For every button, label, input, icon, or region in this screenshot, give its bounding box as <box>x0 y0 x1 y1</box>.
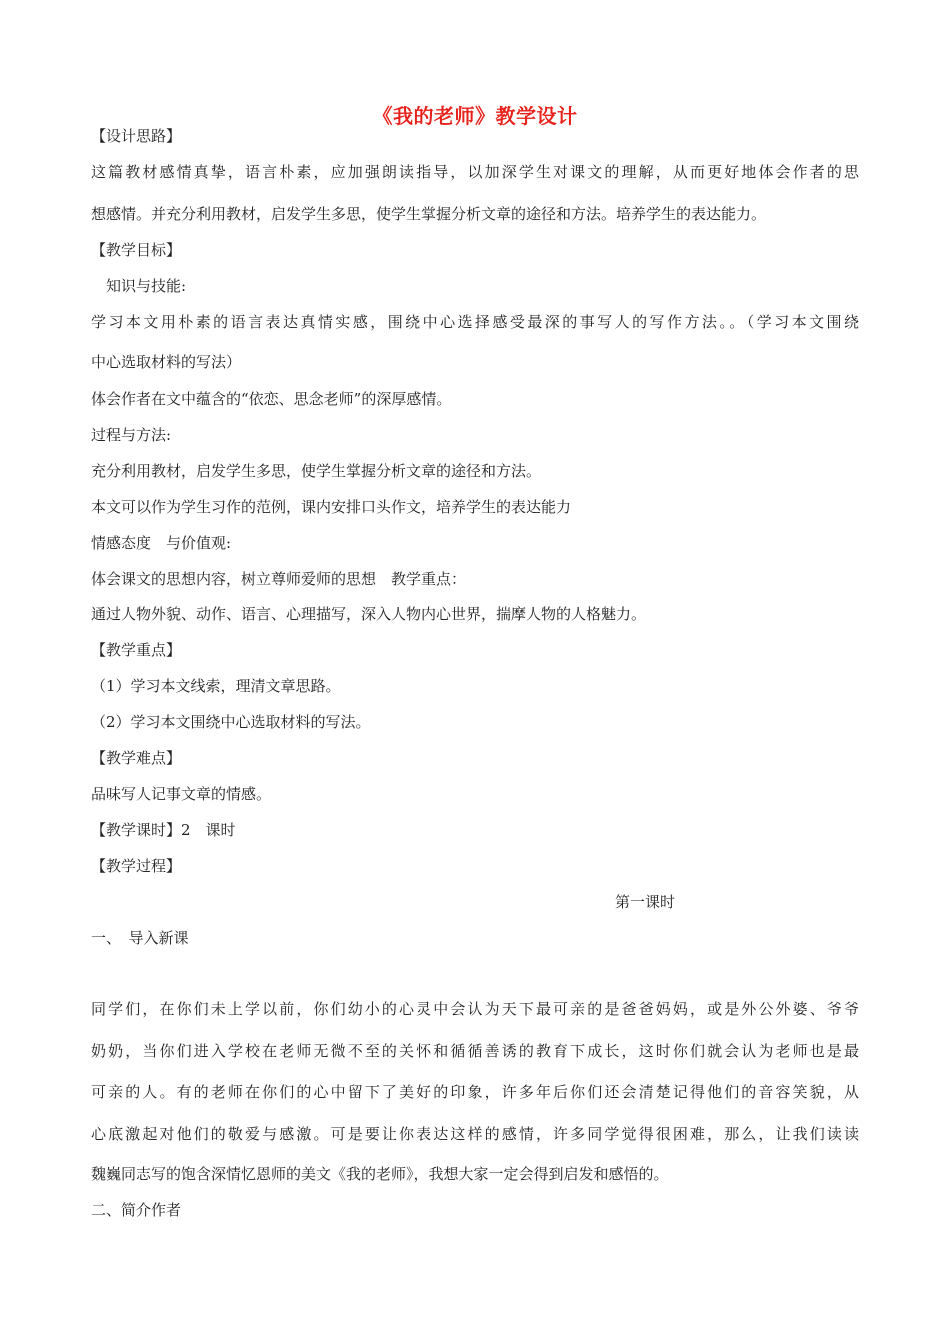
intro-paragraph-line-3: 可亲的人。有的老师在你们的心中留下了美好的印象，许多年后你们还会清楚记得他们的音容笑貌，从 <box>91 1083 859 1101</box>
heading-teaching-procedure: 【教学过程】 <box>91 857 182 875</box>
design-paragraph-line-2: 想感情。并充分利用教材，启发学生多思，使学生掌握分析文章的途径和方法。培养学生的表达能力。 <box>91 205 767 223</box>
design-paragraph-line-1: 这篇教材感情真挚，语言朴素，应加强朗读指导，以加深学生对课文的理解，从而更好地体会作者的思 <box>91 163 859 181</box>
lesson-one-label: 第一课时 <box>614 893 675 911</box>
document-title: 《我的老师》教学设计 <box>372 104 578 128</box>
key-point-2: （2）学习本文围绕中心选取材料的写法。 <box>91 713 371 731</box>
section-two-heading: 二、简介作者 <box>91 1201 182 1219</box>
knowledge-paragraph-line-2: 中心选取材料的写法） <box>91 353 242 371</box>
difficulty-paragraph: 品味写人记事文章的情感。 <box>91 785 272 803</box>
intro-paragraph-line-1: 同学们，在你们未上学以前，你们幼小的心灵中会认为天下最可亲的是爸爸妈妈，或是外公外婆、爷爷 <box>91 1000 859 1018</box>
emotion-paragraph-line-1: 体会课文的思想内容，树立尊师爱师的思想 教学重点： <box>91 570 467 588</box>
heading-teaching-key-points: 【教学重点】 <box>91 641 182 659</box>
teaching-hours-line: 【教学课时】2 课时 <box>91 821 236 839</box>
intro-paragraph-line-5: 魏巍同志写的饱含深情忆恩师的美文《我的老师》，我想大家一定会得到启发和感悟的。 <box>91 1165 669 1183</box>
heading-teaching-difficulties: 【教学难点】 <box>91 749 182 767</box>
key-point-1: （1）学习本文线索，理清文章思路。 <box>91 677 341 695</box>
knowledge-paragraph-line-3: 体会作者在文中蕴含的“依恋、思念老师”的深厚感情。 <box>91 390 452 408</box>
knowledge-paragraph-line-1: 学习本文用朴素的语言表达真情实感，围绕中心选择感受最深的事写人的写作方法。。（学习本文围绕 <box>91 313 859 331</box>
emotion-values-label: 情感态度 与价值观: <box>91 534 232 552</box>
knowledge-skills-label: 知识与技能: <box>106 277 187 295</box>
process-method-label: 过程与方法: <box>91 426 172 444</box>
process-paragraph-line-2: 本文可以作为学生习作的范例，课内安排口头作文，培养学生的表达能力 <box>91 498 572 516</box>
section-one-heading: 一、 导入新课 <box>91 929 189 947</box>
heading-design-thinking: 【设计思路】 <box>91 127 182 145</box>
intro-paragraph-line-4: 心底激起对他们的敬爱与感激。可是要让你表达这样的感情，许多同学觉得很困难，那么，让我们读读 <box>91 1125 859 1143</box>
emotion-paragraph-line-2: 通过人物外貌、动作、语言、心理描写，深入人物内心世界，揣摩人物的人格魅力。 <box>91 605 647 623</box>
intro-paragraph-line-2: 奶奶，当你们进入学校在老师无微不至的关怀和循循善诱的教育下成长，这时你们就会认为老师也是最 <box>91 1042 859 1060</box>
heading-teaching-goals: 【教学目标】 <box>91 241 182 259</box>
process-paragraph-line-1: 充分利用教材，启发学生多思，使学生掌握分析文章的途径和方法。 <box>91 462 542 480</box>
